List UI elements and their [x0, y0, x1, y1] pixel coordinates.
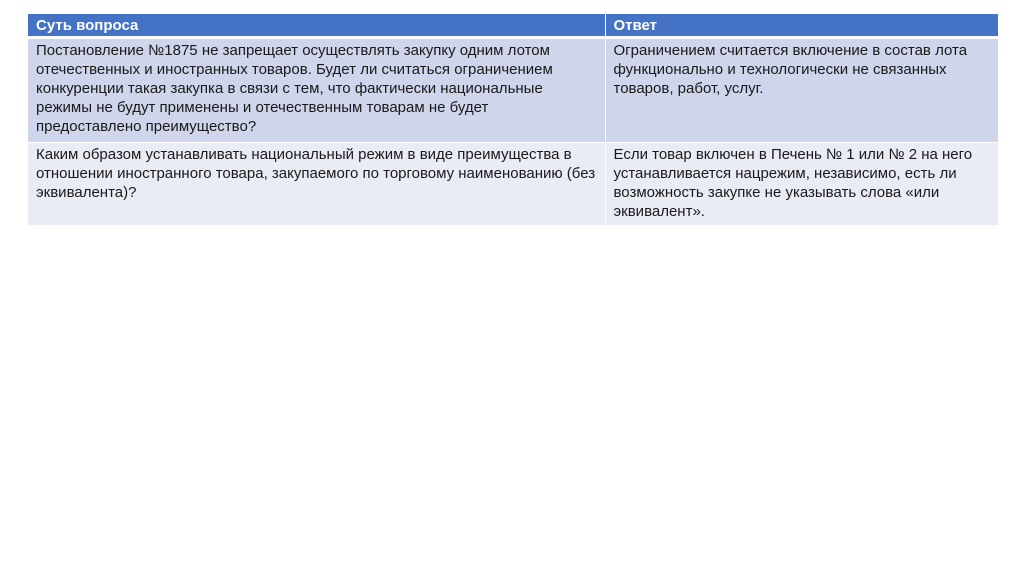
- question-cell: Постановление №1875 не запрещает осуществлять закупку одним лотом отечественных и иностранных товаров. Будет ли считаться ограничением конкуренции такая закупка в связи с тем, что фактически национальные режимы не будут применены и отечественным товарам не будет предоставлено преимущество?: [28, 38, 605, 143]
- table-row: [28, 38, 998, 143]
- question-cell: Каким образом устанавливать национальный режим в виде преимущества в отношении иностранного товара, закупаемого по торговому наименованию (без эквивалента)?: [28, 143, 605, 226]
- answer-cell: Ограничением считается включение в состав лота функционально и технологически не связанных товаров, работ, услуг.: [605, 38, 998, 143]
- table-row: [28, 143, 998, 226]
- table-header-row: [28, 14, 998, 38]
- qa-table: [28, 14, 998, 226]
- header-question: Суть вопроса: [28, 14, 605, 38]
- header-answer: Ответ: [605, 14, 998, 38]
- answer-cell: Если товар включен в Печень № 1 или № 2 на него устанавливается нацрежим, независимо, есть ли возможность закупке не указывать слова «или эквивалент».: [605, 143, 998, 226]
